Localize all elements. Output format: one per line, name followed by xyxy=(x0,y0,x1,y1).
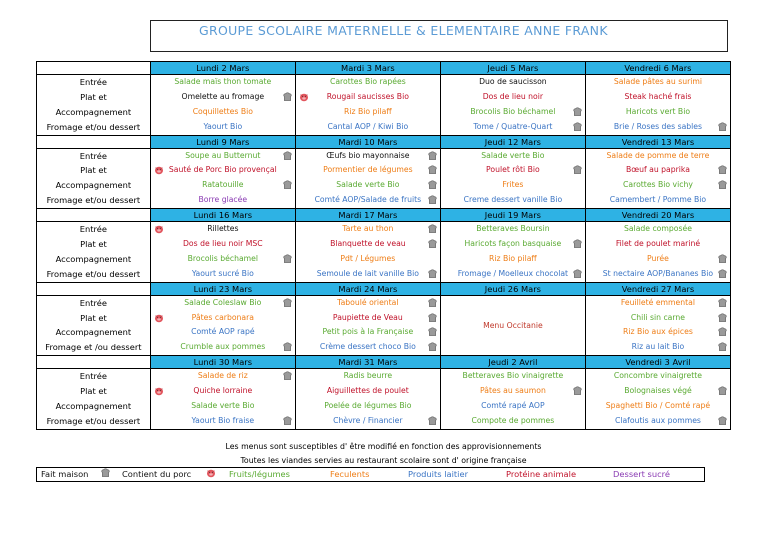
menu-item-entree xyxy=(586,369,730,384)
menu-item-text: Comté AOP/Salade de fruits xyxy=(314,195,422,205)
day-header: Lundi 2 Mars xyxy=(151,62,295,75)
chef-hat-icon xyxy=(283,298,292,308)
day-cell xyxy=(295,62,440,136)
chef-hat-icon xyxy=(718,386,727,396)
page-title: GROUPE SCOLAIRE MATERNELLE & ELEMENTAIRE ANNE FRANK xyxy=(150,20,728,52)
menu-item-plat xyxy=(441,163,585,178)
menu-item-text: Betteraves Bio vinaigrette xyxy=(462,371,564,381)
menu-item-accomp xyxy=(151,325,295,340)
menu-item-text: Fromage / Moelleux chocolat xyxy=(457,268,569,278)
chef-hat-icon xyxy=(428,327,437,337)
chef-hat-icon xyxy=(428,298,437,308)
menu-item-dessert xyxy=(586,340,730,355)
menu-item-text: Salade verte Bio xyxy=(336,180,400,190)
day-header: Mardi 10 Mars xyxy=(296,136,440,149)
legend-produits-laitier: Produits laitier xyxy=(408,469,468,479)
menu-item-text: Poulet rôti Bio xyxy=(486,165,540,175)
row-label: Accompagnement xyxy=(55,401,132,412)
menu-item-dessert xyxy=(586,193,730,208)
menu-item-text: Frites xyxy=(502,180,524,190)
menu-item-accomp xyxy=(441,252,585,267)
chef-hat-icon xyxy=(283,151,292,161)
row-label: Plat et xyxy=(80,91,107,102)
menu-item-entree xyxy=(586,222,730,237)
menu-item-text: Yaourt Bio fraise xyxy=(191,415,255,425)
menu-item-text: Brocolis Bio béchamel xyxy=(470,106,556,116)
row-label: Entrée xyxy=(79,150,107,161)
row-label: Fromage et /ou dessert xyxy=(45,342,142,353)
chef-hat-icon xyxy=(573,269,582,279)
chef-hat-icon xyxy=(573,165,582,175)
row-label: Fromage et/ou dessert xyxy=(46,195,141,206)
menu-item-text: Soupe au Butternut xyxy=(185,150,261,160)
menu-item-plat xyxy=(586,163,730,178)
menu-item-text: Clafoutis aux pommes xyxy=(614,415,701,425)
menu-item-text: Semoule de lait vanille Bio xyxy=(316,268,420,278)
chef-hat-icon xyxy=(573,122,582,132)
chef-hat-icon xyxy=(428,151,437,161)
chef-hat-icon xyxy=(428,180,437,190)
menu-item-text: Cantal AOP / Kiwi Bio xyxy=(327,121,409,131)
day-cell xyxy=(150,282,295,356)
day-cell xyxy=(150,135,295,209)
legend-proteine-animale: Protéine animale xyxy=(506,469,577,479)
day-cell xyxy=(585,135,730,209)
menu-item-accomp xyxy=(586,399,730,414)
menu-item-text: Salade de riz xyxy=(197,371,248,381)
menu-item-entree xyxy=(151,222,295,237)
menu-item-text: Carottes Bio vichy xyxy=(623,180,693,190)
day-cell xyxy=(150,356,295,430)
label-spacer xyxy=(37,356,150,369)
row-label: Plat et xyxy=(80,239,107,250)
row-label: Accompagnement xyxy=(55,106,132,117)
menu-item-text: Tarte au thon xyxy=(342,224,394,234)
day-header: Mardi 24 Mars xyxy=(296,283,440,296)
menu-item-accomp xyxy=(586,325,730,340)
menu-item-text: Haricots façon basquaise xyxy=(464,239,562,249)
menu-item-text: Salade composée xyxy=(623,224,692,234)
day-cell xyxy=(440,62,585,136)
day-header: Jeudi 12 Mars xyxy=(441,136,585,149)
row-label: Entrée xyxy=(79,297,107,308)
menu-item-dessert xyxy=(151,120,295,135)
row-label: Fromage et/ou dessert xyxy=(46,121,141,132)
menu-item-text: Salade Coleslaw Bio xyxy=(184,297,262,307)
menu-item-text: Riz au lait Bio xyxy=(631,342,685,352)
day-cell xyxy=(295,209,440,283)
menu-item-dessert xyxy=(151,414,295,429)
pig-icon xyxy=(154,313,163,323)
row-label: Entrée xyxy=(79,224,107,235)
menu-item-accomp xyxy=(151,105,295,120)
row-label: Entrée xyxy=(79,371,107,382)
chef-hat-icon xyxy=(718,327,727,337)
menu-item-entree xyxy=(296,149,440,164)
chef-hat-icon xyxy=(718,342,727,352)
day-header: Mardi 31 Mars xyxy=(296,356,440,369)
menu-item-text: Pdt / Légumes xyxy=(340,253,396,263)
menu-item-text: Pâtes au saumon xyxy=(479,386,546,396)
menu-item-text: Salade de pomme de terre xyxy=(606,150,710,160)
day-header: Vendredi 6 Mars xyxy=(586,62,730,75)
menu-item-text: Feuilleté emmental xyxy=(620,297,695,307)
notes xyxy=(36,440,731,468)
chef-hat-icon xyxy=(718,165,727,175)
chef-hat-icon xyxy=(428,416,437,426)
day-cell xyxy=(440,282,585,356)
legend xyxy=(36,467,705,482)
menu-item-accomp xyxy=(151,252,295,267)
menu-item-text: Salade pâtes au surimi xyxy=(613,77,702,86)
chef-hat-icon xyxy=(283,254,292,264)
menu-item-text: Steak haché frais xyxy=(624,91,692,101)
menu-item-plat xyxy=(151,90,295,105)
menu-item-dessert xyxy=(441,193,585,208)
menu-item-plat xyxy=(296,163,440,178)
menu-item-text: Rillettes xyxy=(207,224,239,234)
legend-contient-porc: Contient du porc xyxy=(122,469,192,479)
day-cell xyxy=(440,356,585,430)
menu-item-text: Yaourt sucré Bio xyxy=(191,268,254,278)
day-header: Vendredi 3 Avril xyxy=(586,356,730,369)
label-spacer xyxy=(37,283,150,296)
chef-hat-icon xyxy=(718,254,727,264)
menu-item-text: Quiche lorraine xyxy=(193,386,253,396)
pig-icon xyxy=(299,92,308,102)
menu-item-accomp xyxy=(296,325,440,340)
menu-item-entree xyxy=(441,149,585,164)
menu-item-plat xyxy=(586,311,730,326)
menu-item-entree xyxy=(296,369,440,384)
menu-item-text: Œufs bio mayonnaise xyxy=(326,150,410,160)
menu-item-text: Dos de lieu noir MSC xyxy=(183,239,263,249)
menu-item-accomp xyxy=(296,105,440,120)
menu-item-entree xyxy=(296,75,440,90)
menu-item-plat xyxy=(151,311,295,326)
day-cell xyxy=(295,356,440,430)
menu-item-text: Borre glacée xyxy=(198,195,248,205)
day-header: Mardi 17 Mars xyxy=(296,209,440,222)
menu-item-plat xyxy=(151,163,295,178)
menu-item-dessert xyxy=(296,120,440,135)
menu-item-accomp xyxy=(441,399,585,414)
week-row xyxy=(37,209,731,283)
menu-item-plat xyxy=(296,237,440,252)
chef-hat-icon xyxy=(428,342,437,352)
menu-item-accomp xyxy=(441,178,585,193)
menu-item-plat xyxy=(586,384,730,399)
day-cell xyxy=(440,135,585,209)
menu-item-dessert xyxy=(296,267,440,282)
menu-item-text: Omelette au fromage xyxy=(181,91,265,101)
chef-hat-icon xyxy=(718,122,727,132)
day-header: Lundi 23 Mars xyxy=(151,283,295,296)
menu-item-entree xyxy=(151,149,295,164)
row-label: Entrée xyxy=(79,77,107,87)
day-cell xyxy=(440,209,585,283)
row-label: Accompagnement xyxy=(55,180,132,191)
chef-hat-icon xyxy=(283,92,292,102)
chef-hat-icon xyxy=(718,313,727,323)
chef-hat-icon xyxy=(428,224,437,234)
menu-item-entree xyxy=(151,75,295,90)
day-header: Lundi 16 Mars xyxy=(151,209,295,222)
day-header: Jeudi 5 Mars xyxy=(441,62,585,75)
menu-item-dessert xyxy=(586,414,730,429)
menu-item-text: Bolognaises végé xyxy=(624,386,692,396)
menu-item-entree xyxy=(441,369,585,384)
chef-hat-icon xyxy=(283,416,292,426)
menu-item-text: Poelée de légumes Bio xyxy=(324,401,412,411)
row-label: Plat et xyxy=(80,386,107,397)
chef-hat-icon xyxy=(283,371,292,381)
day-header: Jeudi 19 Mars xyxy=(441,209,585,222)
menu-item-text: Taboulé oriental xyxy=(337,297,399,307)
day-merged-menu: Menu Occitanie xyxy=(483,320,543,330)
menu-item-text: Comté rapé AOP xyxy=(481,401,545,411)
week-row xyxy=(37,356,731,430)
chef-hat-icon xyxy=(428,195,437,205)
menu-item-accomp xyxy=(151,399,295,414)
menu-item-text: Compote de pommes xyxy=(471,415,555,425)
day-cell xyxy=(150,209,295,283)
label-spacer xyxy=(37,136,150,149)
day-header: Vendredi 27 Mars xyxy=(586,283,730,296)
menu-item-entree xyxy=(586,75,730,90)
menu-item-accomp xyxy=(296,178,440,193)
menu-item-plat xyxy=(151,384,295,399)
menu-item-text: Filet de poulet mariné xyxy=(615,239,701,249)
menu-item-plat xyxy=(441,90,585,105)
menu-item-text: Radis beurre xyxy=(343,371,393,381)
day-cell xyxy=(585,356,730,430)
menu-item-dessert xyxy=(296,414,440,429)
menu-item-entree xyxy=(151,369,295,384)
week-row xyxy=(37,62,731,136)
menu-item-dessert xyxy=(151,340,295,355)
day-header: Jeudi 26 Mars xyxy=(441,283,585,296)
menu-item-plat xyxy=(441,237,585,252)
legend-feculents: Feculents xyxy=(330,469,370,479)
day-header: Lundi 9 Mars xyxy=(151,136,295,149)
chef-hat-icon xyxy=(428,239,437,249)
menu-item-accomp xyxy=(296,399,440,414)
menu-item-dessert xyxy=(441,414,585,429)
menu-item-text: Pâtes carbonara xyxy=(191,312,254,322)
menu-item-text: Riz Bio aux épices xyxy=(623,327,693,337)
menu-item-text: Blanquette de veau xyxy=(330,239,406,249)
label-spacer xyxy=(37,62,150,75)
menu-item-plat xyxy=(296,384,440,399)
pig-icon xyxy=(154,224,163,234)
row-labels xyxy=(37,209,151,283)
row-labels xyxy=(37,356,151,430)
chef-hat-icon xyxy=(428,269,437,279)
menu-item-text: Pormentier de légumes xyxy=(323,165,413,175)
menu-item-accomp xyxy=(586,252,730,267)
day-cell xyxy=(585,62,730,136)
menu-item-plat xyxy=(586,237,730,252)
menu-item-accomp xyxy=(441,105,585,120)
menu-item-text: Sauté de Porc Bio provençal xyxy=(168,165,277,175)
row-label: Fromage et/ou dessert xyxy=(46,268,141,279)
menu-item-text: Salade verte Bio xyxy=(191,401,255,411)
day-cell xyxy=(585,282,730,356)
chef-hat-icon xyxy=(718,269,727,279)
menu-item-text: Riz Bio pilaff xyxy=(344,106,392,116)
menu-item-text: Duo de saucisson xyxy=(479,77,547,86)
label-spacer xyxy=(37,209,150,222)
menu-item-text: Carottes Bio rapées xyxy=(329,77,406,86)
menu-item-dessert xyxy=(151,193,295,208)
day-header: Lundi 30 Mars xyxy=(151,356,295,369)
chef-hat-icon xyxy=(718,416,727,426)
menu-item-text: Spaghetti Bio / Comté rapé xyxy=(605,401,711,411)
chef-hat-icon xyxy=(573,386,582,396)
menu-item-entree xyxy=(441,75,585,90)
menu-item-text: Betteraves Boursin xyxy=(476,224,550,234)
menu-item-entree xyxy=(296,222,440,237)
menu-item-dessert xyxy=(151,267,295,282)
menu-item-text: Crème dessert choco Bio xyxy=(319,342,416,352)
menu-item-text: Chèvre / Financier xyxy=(333,415,403,425)
note-approvisionnement: Les menus sont susceptibles d' être modifié en fonction des approvisionnements xyxy=(225,442,542,451)
chef-hat-icon xyxy=(101,468,110,478)
row-label: Accompagnement xyxy=(55,253,132,264)
menu-item-accomp xyxy=(586,178,730,193)
menu-item-dessert xyxy=(586,267,730,282)
menu-item-entree xyxy=(151,296,295,311)
menu-item-text: Rougail saucisses Bio xyxy=(326,91,409,101)
day-cell xyxy=(295,135,440,209)
menu-item-text: Paupiette de Veau xyxy=(332,312,403,322)
legend-dessert-sucre: Dessert sucré xyxy=(613,469,671,479)
row-label: Accompagnement xyxy=(55,327,132,338)
menu-item-text: Haricots vert Bio xyxy=(625,106,691,116)
menu-item-text: Brocolis béchamel xyxy=(187,253,259,263)
menu-item-text: Creme dessert vanille Bio xyxy=(463,195,563,205)
menu-item-text: Chili sin carne xyxy=(630,312,686,322)
menu-item-plat xyxy=(586,90,730,105)
menu-item-text: Purée xyxy=(647,253,669,263)
row-label: Plat et xyxy=(80,165,107,176)
menu-item-accomp xyxy=(296,252,440,267)
menu-item-entree xyxy=(296,296,440,311)
menu-item-accomp xyxy=(151,178,295,193)
row-labels xyxy=(37,62,151,136)
menu-item-text: Coquillettes Bio xyxy=(192,106,253,116)
pig-icon xyxy=(154,165,163,175)
chef-hat-icon xyxy=(718,298,727,308)
week-row xyxy=(37,282,731,356)
menu-item-plat xyxy=(151,237,295,252)
menu-item-text: Riz Bio pilaff xyxy=(489,253,537,263)
legend-fait-maison: Fait maison xyxy=(41,469,89,479)
menu-item-entree xyxy=(586,296,730,311)
menu-item-text: Salade verte Bio xyxy=(481,150,545,160)
menu-item-dessert xyxy=(296,340,440,355)
menu-item-dessert xyxy=(586,120,730,135)
row-label: Plat et xyxy=(80,312,107,323)
pig-icon xyxy=(206,468,216,478)
menu-item-text: Crumble aux pommes xyxy=(180,342,266,352)
menu-item-text: Tome / Quatre-Quart xyxy=(473,121,553,131)
row-label: Fromage et/ou dessert xyxy=(46,415,141,426)
menu-item-dessert xyxy=(441,120,585,135)
menu-item-text: Concombre vinaigrette xyxy=(613,371,703,381)
menu-item-text: Yaourt Bio xyxy=(203,121,243,131)
menu-item-plat xyxy=(296,311,440,326)
menu-item-plat xyxy=(441,384,585,399)
chef-hat-icon xyxy=(573,107,582,117)
day-cell xyxy=(150,62,295,136)
menu-table xyxy=(36,61,731,430)
day-header: Vendredi 20 Mars xyxy=(586,209,730,222)
row-labels xyxy=(37,282,151,356)
chef-hat-icon xyxy=(573,239,582,249)
menu-item-text: Ratatouille xyxy=(202,180,244,190)
menu-item-text: Salade maïs thon tomate xyxy=(174,77,272,86)
menu-item-text: Camembert / Pomme Bio xyxy=(609,195,707,205)
row-labels xyxy=(37,135,151,209)
day-header: Jeudi 2 Avril xyxy=(441,356,585,369)
menu-item-text: St nectaire AOP/Bananes Bio xyxy=(602,268,714,278)
menu-item-text: Bœuf au paprika xyxy=(625,165,690,175)
chef-hat-icon xyxy=(718,180,727,190)
day-header: Vendredi 13 Mars xyxy=(586,136,730,149)
menu-item-dessert xyxy=(441,267,585,282)
menu-item-dessert xyxy=(296,193,440,208)
menu-item-accomp xyxy=(586,105,730,120)
week-row xyxy=(37,135,731,209)
day-cell xyxy=(295,282,440,356)
chef-hat-icon xyxy=(283,342,292,352)
menu-item-text: Petit pois à la Française xyxy=(322,327,414,337)
menu-item-text: Comté AOP rapé xyxy=(191,327,255,337)
menu-item-text: Dos de lieu noir xyxy=(482,91,544,101)
menu-item-entree xyxy=(441,222,585,237)
menu-item-entree xyxy=(586,149,730,164)
day-cell xyxy=(585,209,730,283)
pig-icon xyxy=(154,386,163,396)
menu-item-text: Brie / Roses des sables xyxy=(613,121,703,131)
note-origine-viande: Toutes les viandes servies au restaurant scolaire sont d' origine française xyxy=(240,456,527,465)
chef-hat-icon xyxy=(428,313,437,323)
legend-fruits-legumes: Fruits/légumes xyxy=(229,469,290,479)
chef-hat-icon xyxy=(428,165,437,175)
chef-hat-icon xyxy=(283,180,292,190)
menu-item-text: Aiguillettes de poulet xyxy=(326,386,409,396)
day-header: Mardi 3 Mars xyxy=(296,62,440,75)
menu-item-plat xyxy=(296,90,440,105)
